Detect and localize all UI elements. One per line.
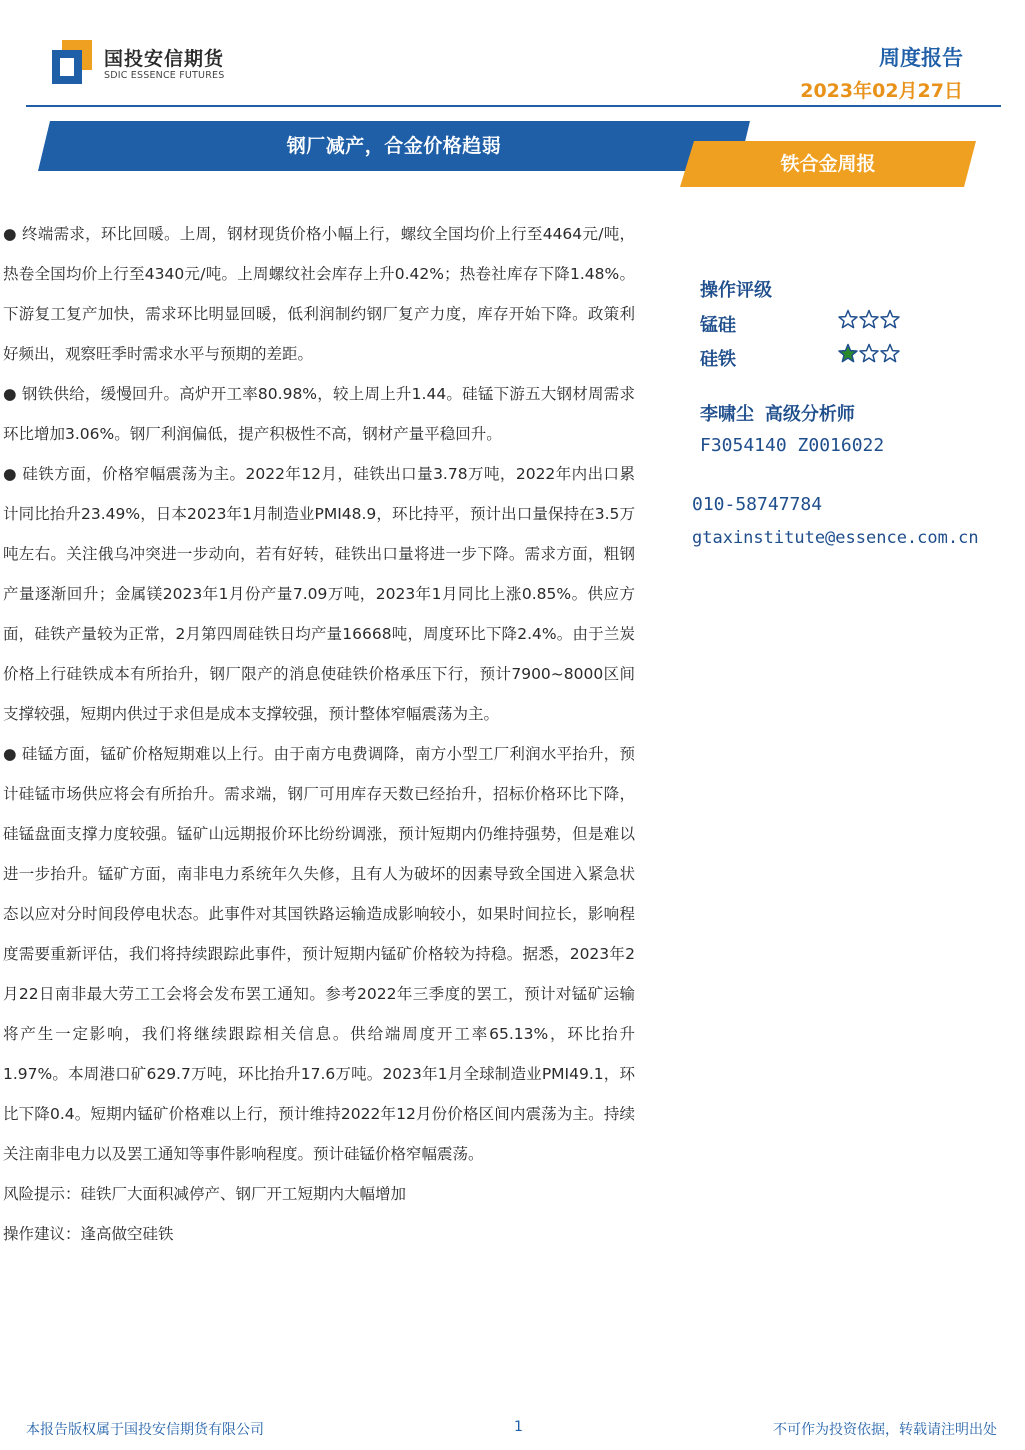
category-tag [680, 141, 976, 187]
star-outline-icon [859, 309, 879, 329]
paragraph-silicomanganese: ● 硅锰方面，锰矿价格短期难以上行。由于南方电费调降，南方小型工厂利润水平抬升，预计硅锰市场供应将会有所抬升。需求端，钢厂可用库存天数已经抬升，招标价格环比下降，硅锰盘面支撑力度较强。锰矿山远期报价环比纷纷调涨，预计短期内仍维持强势，但是难以进一步抬升。锰矿方面，南非电力系统年久失修，且有人为破坏的因素导致全国进入紧急状态以应对分时间段停电状态。此事件对其国铁路运输造成影响较小，如果时间拉长，影响程度需要重新评估，我们将持续跟踪此事件，预计短期内锰矿价格较为持稳。据悉，2023年2月22日南非最大劳工工会将会发布罢工通知。参考2022年三季度的罢工，预计对锰矿运输将产生一定影响，我们将继续跟踪相关信息。供给端周度开工率65.13%，环比抬升1.97%。本周港口矿629.7万吨，环比抬升17.6万吨。2023年1月全球制造业PMI49.1，环比下降0.4。短期内锰矿价格难以上行，预计维持2022年12月份价格区间内震荡为主。持续关注南非电力以及罢工通知等事件影响程度。预计硅锰价格窄幅震荡。 [3, 745, 635, 1163]
rating-heading: 操作评级 [700, 280, 772, 301]
star-outline-icon [859, 343, 879, 363]
star-outline-icon [880, 343, 900, 363]
rating-name: 硅铁 [700, 349, 736, 370]
star-outline-icon [880, 309, 900, 329]
rating-stars [838, 309, 901, 329]
analyst-certificate: F3054140 Z0016022 [700, 435, 885, 456]
header-divider [26, 105, 1001, 107]
star-filled-icon [838, 343, 858, 363]
company-logo [52, 40, 252, 92]
rating-stars [838, 343, 901, 363]
category-tag-label: 铁合金周报 [780, 153, 876, 175]
contact-email[interactable]: gtaxinstitute@essence.com.cn [692, 528, 979, 548]
logo-cn-text: 国投安信期货 [104, 48, 225, 70]
paragraph-demand: ● 终端需求，环比回暖。上周，钢材现货价格小幅上行，螺纹全国均价上行至4464元/吨，热卷全国均价上行至4340元/吨。上周螺纹社会库存上升0.42%；热卷社库存下降1.48%。下游复工复产加快，需求环比明显回暖，低利润制约钢厂复产力度，库存开始下降。政策利好频出，观察旺季时需求水平与预期的差距。 [3, 225, 635, 363]
paragraph-advice: 操作建议：逢高做空硅铁 [3, 1225, 174, 1243]
contact-phone: 010-58747784 [692, 494, 823, 515]
logo-mark-icon [52, 40, 92, 84]
report-title: 钢厂减产，合金价格趋弱 [286, 135, 502, 157]
report-type: 周度报告 [879, 46, 963, 70]
footer-copyright: 本报告版权属于国投安信期货有限公司 [26, 1422, 264, 1438]
paragraph-steel-supply: ● 钢铁供给，缓慢回升。高炉开工率80.98%，较上周上升1.44。硅锰下游五大钢材周需求环比增加3.06%。钢厂利润偏低，提产积极性不高，钢材产量平稳回升。 [3, 385, 635, 443]
title-banner [38, 121, 750, 171]
star-outline-icon [838, 309, 858, 329]
analyst-name: 李啸尘 高级分析师 [700, 404, 855, 425]
page-number: 1 [514, 1419, 523, 1435]
rating-row [700, 345, 736, 371]
report-date: 2023年02月27日 [800, 80, 963, 102]
footer-disclaimer: 不可作为投资依据，转载请注明出处 [773, 1422, 997, 1438]
rating-row [700, 311, 736, 337]
paragraph-risk: 风险提示：硅铁厂大面积减停产、钢厂开工短期内大幅增加 [3, 1185, 407, 1203]
paragraph-ferrosilicon: ● 硅铁方面，价格窄幅震荡为主。2022年12月，硅铁出口量3.78万吨，2022年内出口累计同比抬升23.49%，日本2023年1月制造业PMI48.9，环比持平，预计出口量保持在3.5万吨左右。关注俄乌冲突进一步动向，若有好转，硅铁出口量将进一步下降。需求方面，粗钢产量逐渐回升；金属镁2023年1月份产量7.09万吨，2023年1月同比上涨0.85%。供应方面，硅铁产量较为正常，2月第四周硅铁日均产量16668吨，周度环比下降2.4%。由于兰炭价格上行硅铁成本有所抬升，钢厂限产的消息使硅铁价格承压下行，预计7900~8000区间支撑较强，短期内供过于求但是成本支撑较强，预计整体窄幅震荡为主。 [3, 465, 635, 723]
report-body [3, 214, 635, 1254]
rating-name: 锰硅 [700, 315, 736, 336]
logo-en-text: SDIC ESSENCE FUTURES [104, 70, 225, 81]
